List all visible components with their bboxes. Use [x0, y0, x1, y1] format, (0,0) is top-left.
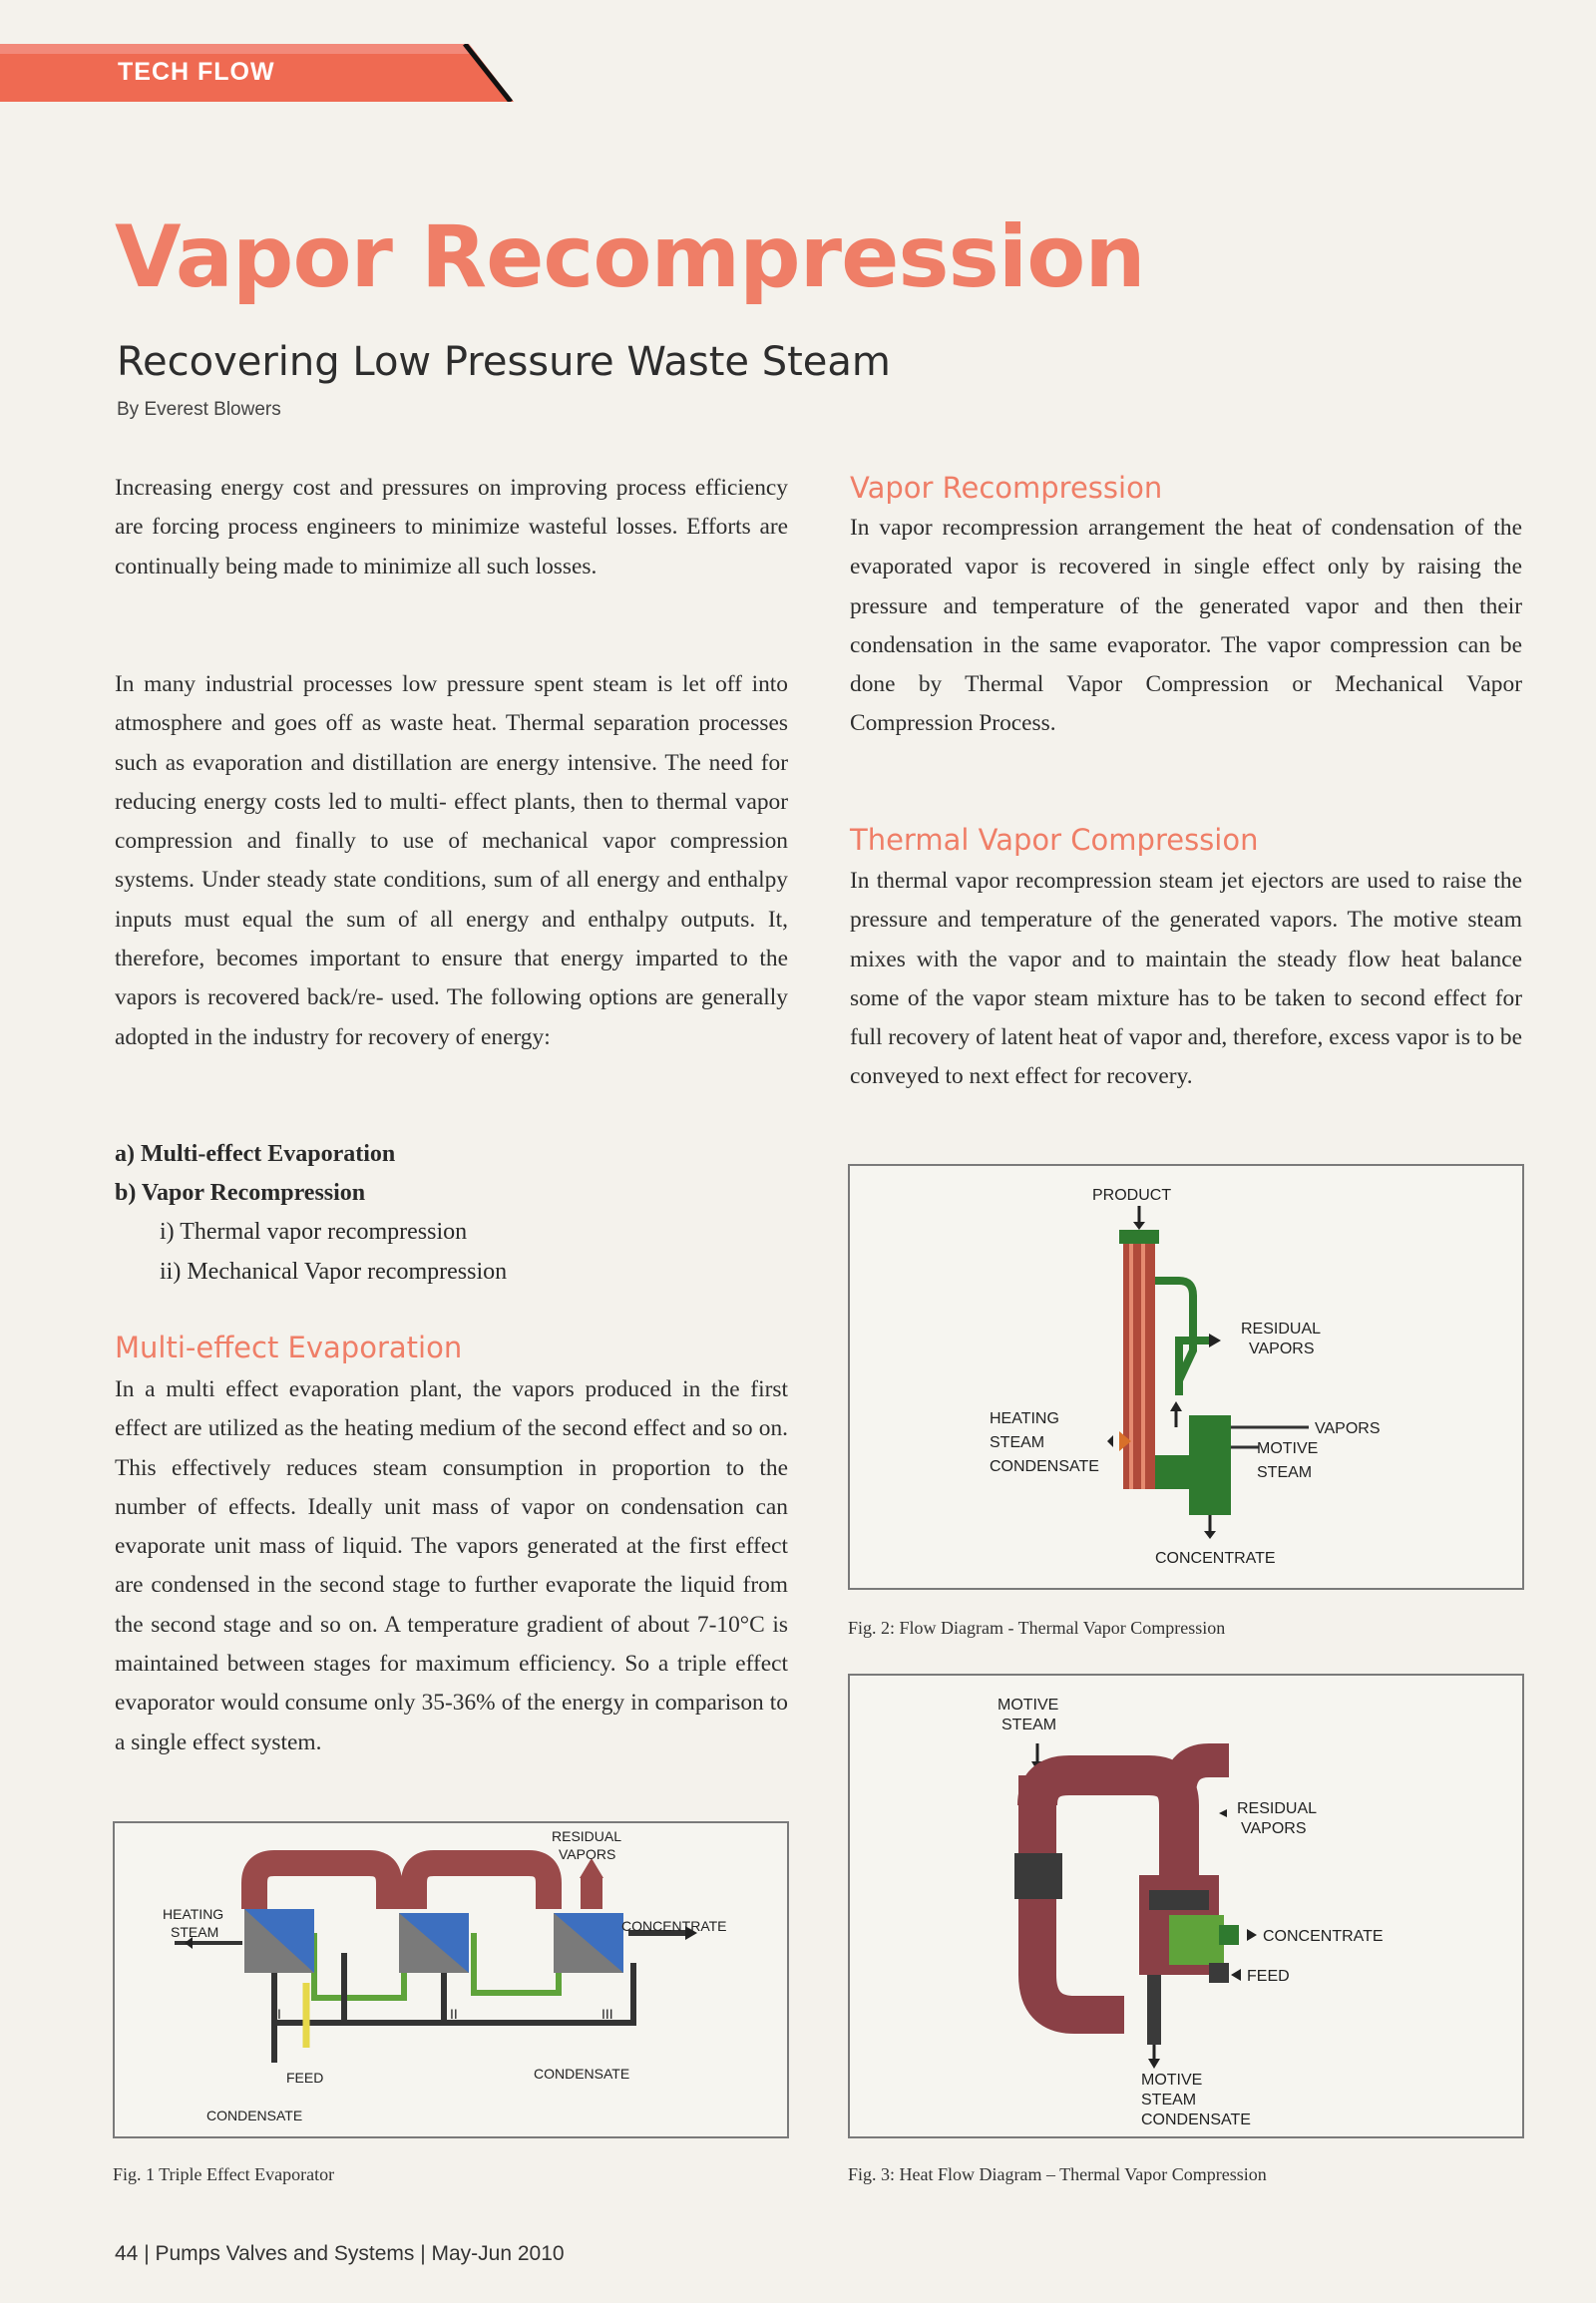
- fig3-motive-steam-label: STEAM: [1001, 1717, 1057, 1733]
- triple-effect-diagram: [115, 1823, 787, 2136]
- fig3-residual-label: RESIDUAL: [1237, 1800, 1318, 1817]
- fig1-condensate-bottom-label: CONDENSATE: [206, 2108, 303, 2123]
- list-item-a: a) Multi-effect Evaporation: [115, 1141, 396, 1167]
- section-tab-label: TECH FLOW: [118, 58, 275, 86]
- fig2-vapors-label: VAPORS: [1315, 1420, 1381, 1437]
- list-item-i: i) Thermal vapor recompression: [160, 1219, 468, 1245]
- thermal-vapor-paragraph: In thermal vapor recompression steam jet ejectors are used to raise the pressure and temperature of the generated vapors. The motive steam mixes with the vapor and to maintain the steady flow heat balance some of the vapor steam mixture has to be taken to second effect for full recovery of latent heat of vapor and, therefore, excess vapor is to be conveyed to next effect for recovery.: [850, 868, 1522, 1090]
- figure-3-box: [848, 1674, 1524, 2138]
- fig3-cond-condensate-label: CONDENSATE: [1141, 2111, 1251, 2128]
- fig2-concentrate-label: CONCENTRATE: [1155, 1550, 1276, 1567]
- intro-paragraph: Increasing energy cost and pressures on improving process efficiency are forcing process engineers to minimize wasteful losses. Efforts are continually being made to minimize all such losses.: [115, 475, 788, 579]
- article-subtitle: Recovering Low Pressure Waste Steam: [117, 339, 891, 385]
- multi-effect-body: [115, 1370, 788, 1762]
- fig2-heating-label: HEATING: [990, 1410, 1059, 1427]
- fig1-stage-iii: III: [601, 2006, 613, 2022]
- energy-paragraph: In many industrial processes low pressure spent steam is let off into atmosphere and goes off as waste heat. Thermal separation processes such as evaporation and distillation are energy intensive. The need for reducing energy costs led to multi- effect plants, then to thermal vapor compression and finally to use of mechanical vapor compression systems. Under steady state conditions, sum of all energy and enthalpy inputs must equal the sum of all energy and enthalpy outputs. It, therefore, becomes important to ensure that energy imparted to the vapors is recovered back/re- used. The following options are generally adopted in the industry for recovery of energy:: [115, 671, 788, 1050]
- figure-1-caption: Fig. 1 Triple Effect Evaporator: [113, 2164, 335, 2184]
- thermal-vapor-body: [850, 862, 1522, 1097]
- fig2-residual-label: RESIDUAL: [1241, 1321, 1322, 1338]
- fig3-vapors-label: VAPORS: [1241, 1820, 1307, 1837]
- fig2-motive-label: MOTIVE: [1257, 1440, 1319, 1457]
- heading-vapor-recompression: Vapor Recompression: [850, 471, 1163, 505]
- figure-1-box: [113, 1821, 789, 2138]
- figure-2-caption: Fig. 2: Flow Diagram - Thermal Vapor Compression: [848, 1618, 1226, 1638]
- fig1-feed-label: FEED: [286, 2070, 324, 2086]
- article-title: Vapor Recompression: [115, 207, 1145, 307]
- figure-3-caption: Fig. 3: Heat Flow Diagram – Thermal Vapor Compression: [848, 2164, 1267, 2184]
- fig2-heating-steam-label: STEAM: [990, 1434, 1045, 1451]
- fig2-product-label: PRODUCT: [1092, 1187, 1172, 1204]
- fig3-cond-motive-label: MOTIVE: [1141, 2072, 1203, 2089]
- fig1-heating-label: HEATING: [163, 1906, 224, 1922]
- fig2-motive-steam-label: STEAM: [1257, 1464, 1313, 1481]
- heading-thermal-vapor-compression: Thermal Vapor Compression: [850, 823, 1259, 857]
- fig1-stage-i: I: [277, 2006, 281, 2022]
- list-item-b: b) Vapor Recompression: [115, 1180, 366, 1206]
- fig1-concentrate-label: CONCENTRATE: [621, 1918, 727, 1934]
- left-column-body: [115, 665, 788, 1057]
- vapor-recompression-body: [850, 509, 1522, 744]
- left-column: [115, 469, 788, 586]
- list-item-ii: ii) Mechanical Vapor recompression: [160, 1259, 508, 1285]
- fig1-steam-label: STEAM: [171, 1924, 219, 1940]
- vapor-recompression-paragraph: In vapor recompression arrangement the heat of condensation of the evaporated vapor is recovered in single effect only by raising the pressure and temperature of the generated vapor and then their condensation in the same evaporator. The vapor compression can be done by Thermal Vapor Compression or Mechanical Vapor Compression Process.: [850, 515, 1522, 737]
- article-byline: By Everest Blowers: [117, 399, 281, 420]
- fig2-heating-condensate-label: CONDENSATE: [990, 1458, 1099, 1475]
- fig3-motive-label: MOTIVE: [998, 1697, 1059, 1714]
- fig1-stage-ii: II: [450, 2006, 458, 2022]
- fig3-concentrate-label: CONCENTRATE: [1263, 1928, 1384, 1945]
- fig3-feed-label: FEED: [1247, 1968, 1290, 1985]
- fig2-vapors-top-label: VAPORS: [1249, 1341, 1315, 1357]
- fig1-residual-label: RESIDUAL: [552, 1828, 622, 1844]
- fig1-vapors-label: VAPORS: [559, 1846, 616, 1862]
- heat-flow-diagram: [850, 1676, 1522, 2136]
- page-footer: 44 | Pumps Valves and Systems | May-Jun 2010: [115, 2242, 565, 2265]
- multi-effect-paragraph: In a multi effect evaporation plant, the vapors produced in the first effect are utilized as the heating medium of the second effect and so on. This effectively reduces steam consumption in proportion to the number of effects. Ideally unit mass of vapor on condensation can evaporate unit mass of liquid. The vapors generated at the first effect are condensed in the second stage to further evaporate the liquid from the second stage and so on. A temperature gradient of about 7-10°C is maintained between stages for maximum efficiency. So a triple effect evaporator would consume only 35-36% of the energy in comparison to a single effect system.: [115, 1376, 788, 1755]
- thermal-vapor-flow-diagram: [850, 1166, 1522, 1588]
- figure-2-box: [848, 1164, 1524, 1590]
- heading-multi-effect: Multi-effect Evaporation: [115, 1331, 463, 1364]
- fig1-condensate-mid-label: CONDENSATE: [534, 2066, 630, 2082]
- fig3-cond-steam-label: STEAM: [1141, 2092, 1197, 2109]
